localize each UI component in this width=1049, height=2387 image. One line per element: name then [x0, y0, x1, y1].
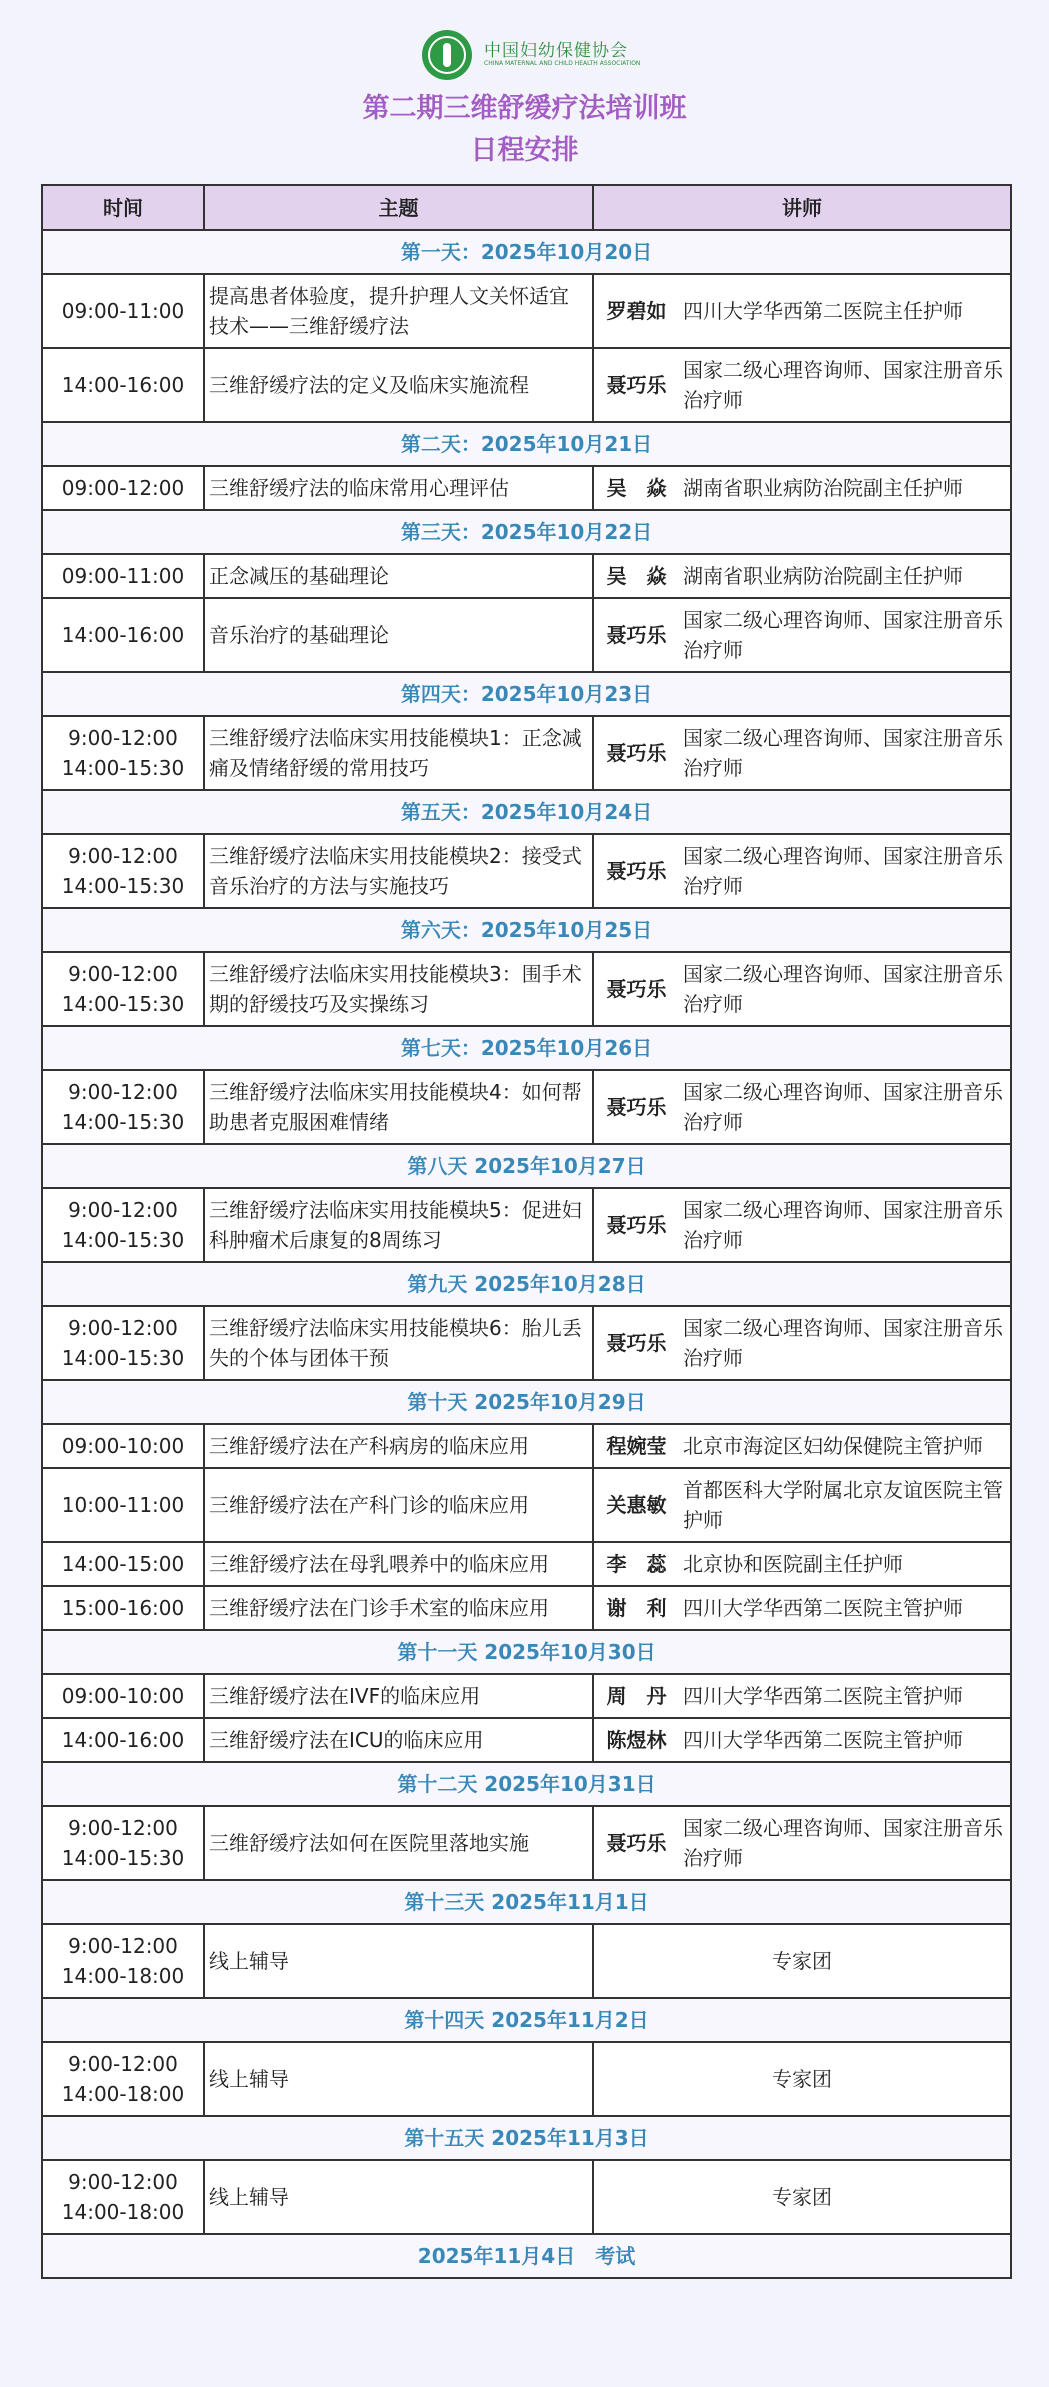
schedule-body [42, 230, 1011, 2278]
session-time-afternoon: 14:00-15:30 [61, 1346, 185, 1370]
session-row [42, 1188, 1011, 1262]
day-header-row [42, 1630, 1011, 1674]
session-row [42, 1718, 1011, 1762]
session-time [42, 2042, 204, 2116]
session-row [42, 1424, 1011, 1468]
session-topic: 三维舒缓疗法临床实用技能模块3：围手术期的舒缓技巧及实操练习 [204, 952, 593, 1026]
day-date: 第九天 2025年10月28日 [42, 1262, 1011, 1306]
lecturer-title: 国家二级心理咨询师、国家注册音乐治疗师 [679, 834, 1011, 908]
logo-name-cn: 中国妇幼保健协会 [484, 41, 628, 61]
session-topic: 正念减压的基础理论 [204, 554, 593, 598]
session-time-afternoon: 14:00-18:00 [61, 2200, 185, 2224]
lecturer-title: 湖南省职业病防治院副主任护师 [679, 554, 1011, 598]
session-row [42, 952, 1011, 1026]
lecturer-title: 国家二级心理咨询师、国家注册音乐治疗师 [679, 1188, 1011, 1262]
session-topic: 三维舒缓疗法在产科病房的临床应用 [204, 1424, 593, 1468]
lecturer-name: 聂巧乐 [593, 834, 679, 908]
lecturer-title: 国家二级心理咨询师、国家注册音乐治疗师 [679, 952, 1011, 1026]
day-date: 第一天：2025年10月20日 [42, 230, 1011, 274]
page-title: 第二期三维舒缓疗法培训班 [362, 93, 687, 124]
session-topic: 线上辅导 [204, 2042, 593, 2116]
session-row [42, 348, 1011, 422]
lecturer-name: 聂巧乐 [593, 348, 679, 422]
lecturer-title: 首都医科大学附属北京友谊医院主管护师 [679, 1468, 1011, 1542]
schedule-table [41, 184, 1012, 2279]
association-logo [422, 30, 652, 80]
session-time [42, 1188, 204, 1262]
session-time [42, 1070, 204, 1144]
lecturer-title: 四川大学华西第二医院主管护师 [679, 1674, 1011, 1718]
session-row [42, 716, 1011, 790]
day-header-row [42, 1998, 1011, 2042]
session-row [42, 1586, 1011, 1630]
day-date: 第十五天 2025年11月3日 [42, 2116, 1011, 2160]
lecturer-name: 李 蕊 [593, 1542, 679, 1586]
session-time-start: 14:00-16:00 [61, 1728, 185, 1752]
lecturer-title: 国家二级心理咨询师、国家注册音乐治疗师 [679, 598, 1011, 672]
day-date: 第五天：2025年10月24日 [42, 790, 1011, 834]
session-time [42, 1806, 204, 1880]
session-row [42, 2160, 1011, 2234]
session-time-afternoon: 14:00-15:30 [61, 1110, 185, 1134]
session-time [42, 1718, 204, 1762]
session-time-afternoon: 14:00-15:30 [61, 992, 185, 1016]
session-topic: 提高患者体验度，提升护理人文关怀适宜技术——三维舒缓疗法 [204, 274, 593, 348]
session-topic: 三维舒缓疗法临床实用技能模块1：正念减痛及情绪舒缓的常用技巧 [204, 716, 593, 790]
session-time-start: 14:00-16:00 [61, 623, 185, 647]
session-topic: 三维舒缓疗法临床实用技能模块4：如何帮助患者克服困难情绪 [204, 1070, 593, 1144]
lecturer-title: 北京协和医院副主任护师 [679, 1542, 1011, 1586]
lecturer-title: 四川大学华西第二医院主管护师 [679, 1586, 1011, 1630]
session-time-afternoon: 14:00-15:30 [61, 756, 185, 780]
session-lecturer-group: 专家团 [593, 1924, 1011, 1998]
session-time-afternoon: 14:00-18:00 [61, 1964, 185, 1988]
session-topic: 三维舒缓疗法在母乳喂养中的临床应用 [204, 1542, 593, 1586]
lecturer-name: 聂巧乐 [593, 1070, 679, 1144]
session-time [42, 834, 204, 908]
header [0, 0, 1049, 180]
session-time-start: 09:00-10:00 [61, 1434, 185, 1458]
session-row [42, 1306, 1011, 1380]
day-header-row [42, 1026, 1011, 1070]
lecturer-name: 周 丹 [593, 1674, 679, 1718]
session-time [42, 1924, 204, 1998]
session-row [42, 1468, 1011, 1542]
session-time-start: 14:00-15:00 [61, 1552, 185, 1576]
lecturer-title: 国家二级心理咨询师、国家注册音乐治疗师 [679, 716, 1011, 790]
session-time-start: 09:00-11:00 [61, 564, 185, 588]
lecturer-name: 吴 焱 [593, 466, 679, 510]
day-date: 第四天：2025年10月23日 [42, 672, 1011, 716]
session-time-start: 09:00-10:00 [61, 1684, 185, 1708]
day-header-row [42, 510, 1011, 554]
session-time [42, 1306, 204, 1380]
page-subtitle: 日程安排 [470, 135, 579, 166]
session-row [42, 1542, 1011, 1586]
lecturer-title: 北京市海淀区妇幼保健院主管护师 [679, 1424, 1011, 1468]
session-time-start: 9:00-12:00 [68, 844, 178, 868]
session-topic: 三维舒缓疗法在ICU的临床应用 [204, 1718, 593, 1762]
session-time [42, 554, 204, 598]
day-date: 第十一天 2025年10月30日 [42, 1630, 1011, 1674]
session-time [42, 1542, 204, 1586]
day-date: 第八天 2025年10月27日 [42, 1144, 1011, 1188]
session-time-start: 9:00-12:00 [68, 1080, 178, 1104]
session-time [42, 466, 204, 510]
lecturer-title: 国家二级心理咨询师、国家注册音乐治疗师 [679, 348, 1011, 422]
session-time [42, 1586, 204, 1630]
session-lecturer-group: 专家团 [593, 2160, 1011, 2234]
day-date: 第十二天 2025年10月31日 [42, 1762, 1011, 1806]
session-topic: 三维舒缓疗法如何在医院里落地实施 [204, 1806, 593, 1880]
session-topic: 三维舒缓疗法在门诊手术室的临床应用 [204, 1586, 593, 1630]
logo-name-en: CHINA MATERNAL AND CHILD HEALTH ASSOCIATION [484, 60, 641, 67]
session-row [42, 1806, 1011, 1880]
session-topic: 线上辅导 [204, 2160, 593, 2234]
emblem-icon [422, 30, 472, 80]
lecturer-title: 国家二级心理咨询师、国家注册音乐治疗师 [679, 1306, 1011, 1380]
session-topic: 三维舒缓疗法临床实用技能模块5：促进妇科肿瘤术后康复的8周练习 [204, 1188, 593, 1262]
lecturer-title: 国家二级心理咨询师、国家注册音乐治疗师 [679, 1070, 1011, 1144]
session-topic: 三维舒缓疗法在产科门诊的临床应用 [204, 1468, 593, 1542]
session-time-start: 9:00-12:00 [68, 1934, 178, 1958]
session-time [42, 1674, 204, 1718]
session-time [42, 2160, 204, 2234]
session-topic: 三维舒缓疗法的定义及临床实施流程 [204, 348, 593, 422]
lecturer-name: 聂巧乐 [593, 1188, 679, 1262]
day-date: 第十四天 2025年11月2日 [42, 1998, 1011, 2042]
exam-row [42, 2234, 1011, 2278]
session-time [42, 716, 204, 790]
session-time-start: 09:00-12:00 [61, 476, 185, 500]
session-time-afternoon: 14:00-15:30 [61, 1228, 185, 1252]
lecturer-name: 陈煜林 [593, 1718, 679, 1762]
session-time-start: 9:00-12:00 [68, 2052, 178, 2076]
session-row [42, 2042, 1011, 2116]
session-time-start: 9:00-12:00 [68, 1316, 178, 1340]
session-row [42, 834, 1011, 908]
day-date: 第三天：2025年10月22日 [42, 510, 1011, 554]
session-time-start: 9:00-12:00 [68, 1816, 178, 1840]
session-time [42, 1468, 204, 1542]
lecturer-title: 国家二级心理咨询师、国家注册音乐治疗师 [679, 1806, 1011, 1880]
session-topic: 线上辅导 [204, 1924, 593, 1998]
session-time-start: 9:00-12:00 [68, 726, 178, 750]
day-date: 第十三天 2025年11月1日 [42, 1880, 1011, 1924]
session-row [42, 554, 1011, 598]
session-time [42, 598, 204, 672]
lecturer-title: 四川大学华西第二医院主管护师 [679, 1718, 1011, 1762]
day-header-row [42, 908, 1011, 952]
day-header-row [42, 672, 1011, 716]
column-header-time: 时间 [42, 185, 204, 230]
session-time [42, 274, 204, 348]
session-time-afternoon: 14:00-15:30 [61, 874, 185, 898]
day-header-row [42, 1380, 1011, 1424]
day-header-row [42, 422, 1011, 466]
day-date: 第十天 2025年10月29日 [42, 1380, 1011, 1424]
lecturer-name: 吴 焱 [593, 554, 679, 598]
table-header-row [42, 185, 1011, 230]
session-time-start: 15:00-16:00 [61, 1596, 185, 1620]
day-header-row [42, 2116, 1011, 2160]
session-time-start: 9:00-12:00 [68, 962, 178, 986]
session-time-afternoon: 14:00-15:30 [61, 1846, 185, 1870]
day-header-row [42, 1144, 1011, 1188]
day-header-row [42, 1262, 1011, 1306]
session-topic: 三维舒缓疗法临床实用技能模块6：胎儿丢失的个体与团体干预 [204, 1306, 593, 1380]
day-header-row [42, 230, 1011, 274]
lecturer-name: 聂巧乐 [593, 952, 679, 1026]
session-time-start: 9:00-12:00 [68, 2170, 178, 2194]
column-header-lecturer: 讲师 [593, 185, 1011, 230]
lecturer-title: 湖南省职业病防治院副主任护师 [679, 466, 1011, 510]
session-row [42, 466, 1011, 510]
session-row [42, 1924, 1011, 1998]
day-header-row [42, 1762, 1011, 1806]
lecturer-name: 聂巧乐 [593, 1806, 679, 1880]
session-time-start: 09:00-11:00 [61, 299, 185, 323]
session-topic: 音乐治疗的基础理论 [204, 598, 593, 672]
lecturer-name: 罗碧如 [593, 274, 679, 348]
session-row [42, 598, 1011, 672]
lecturer-title: 四川大学华西第二医院主任护师 [679, 274, 1011, 348]
session-time [42, 952, 204, 1026]
session-topic: 三维舒缓疗法的临床常用心理评估 [204, 466, 593, 510]
lecturer-name: 关惠敏 [593, 1468, 679, 1542]
session-time-afternoon: 14:00-18:00 [61, 2082, 185, 2106]
day-date: 第六天：2025年10月25日 [42, 908, 1011, 952]
lecturer-name: 程婉莹 [593, 1424, 679, 1468]
session-time-start: 9:00-12:00 [68, 1198, 178, 1222]
lecturer-name: 谢 利 [593, 1586, 679, 1630]
session-lecturer-group: 专家团 [593, 2042, 1011, 2116]
session-time-start: 10:00-11:00 [61, 1493, 185, 1517]
lecturer-name: 聂巧乐 [593, 1306, 679, 1380]
exam-date: 2025年11月4日 考试 [42, 2234, 1011, 2278]
session-row [42, 1070, 1011, 1144]
session-time-start: 14:00-16:00 [61, 373, 185, 397]
day-date: 第二天：2025年10月21日 [42, 422, 1011, 466]
day-date: 第七天：2025年10月26日 [42, 1026, 1011, 1070]
session-row [42, 1674, 1011, 1718]
session-time [42, 1424, 204, 1468]
column-header-topic: 主题 [204, 185, 593, 230]
day-header-row [42, 790, 1011, 834]
session-time [42, 348, 204, 422]
lecturer-name: 聂巧乐 [593, 598, 679, 672]
day-header-row [42, 1880, 1011, 1924]
lecturer-name: 聂巧乐 [593, 716, 679, 790]
session-topic: 三维舒缓疗法临床实用技能模块2：接受式音乐治疗的方法与实施技巧 [204, 834, 593, 908]
session-row [42, 274, 1011, 348]
session-topic: 三维舒缓疗法在IVF的临床应用 [204, 1674, 593, 1718]
